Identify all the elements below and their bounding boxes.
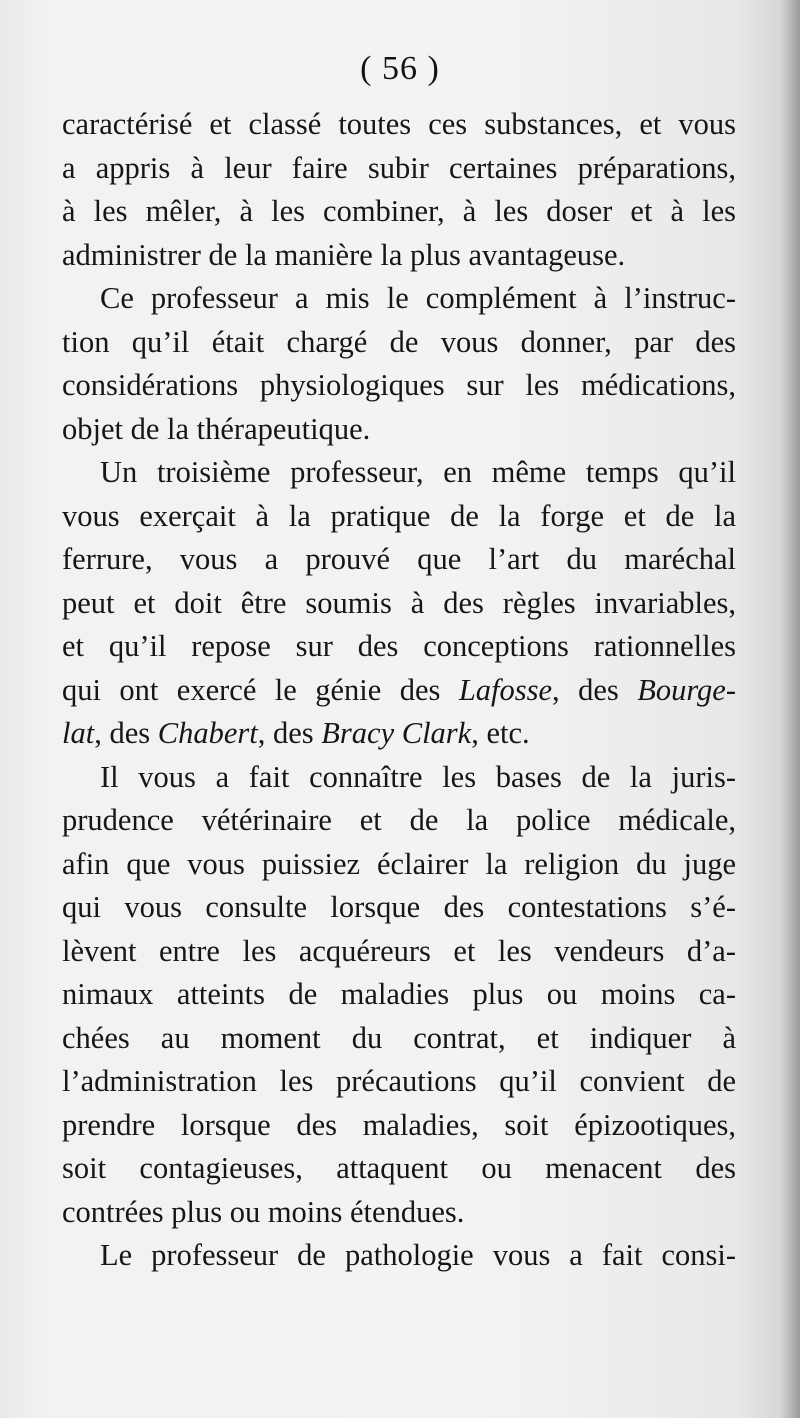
body-text	[62, 103, 736, 1278]
page-number: ( 56 )	[360, 50, 440, 87]
text-line-18: afin que vous puissiez éclairer la religion du juge	[62, 846, 736, 881]
name-chabert: Chabert	[157, 716, 258, 750]
text-line-9: Un troisième professeur, en même temps qu’il	[100, 455, 736, 489]
text-line-11: ferrure, vous a prouvé que l’art du maréchal	[62, 542, 736, 576]
text-line-14	[62, 669, 736, 713]
name-bourgelat-part2: lat	[62, 716, 95, 750]
text-line-2: a appris à leur faire subir certaines préparations,	[62, 150, 736, 185]
text-line-20: lèvent entre les acquéreurs et les vendeurs d’a-	[62, 933, 736, 968]
text-line-21: nimaux atteints de maladies plus ou moins ca-	[62, 977, 736, 1011]
text-line-10: vous exerçait à la pratique de la forge et de la	[62, 498, 736, 533]
text-segment: , des	[257, 716, 322, 750]
text-line-5: Ce professeur a mis le complément à l’instruc-	[100, 281, 736, 315]
name-lafosse: Lafosse	[458, 672, 553, 707]
text-line-12: peut et doit être soumis à des règles invariables,	[62, 585, 736, 620]
name-bourgelat-part1: Bourge-	[637, 672, 736, 707]
text-line-24: prendre lorsque des maladies, soit épizootiques,	[62, 1107, 736, 1142]
text-line-15	[62, 712, 736, 756]
text-line-8: objet de la thérapeutique.	[62, 411, 371, 446]
text-segment: , des	[552, 672, 638, 707]
text-line-16: Il vous a fait connaître les bases de la juris-	[100, 759, 736, 794]
text-line-4: administrer de la manière la plus avantageuse.	[62, 237, 626, 272]
name-bracy-clark: Bracy Clark	[321, 716, 472, 750]
text-line-3: à les mêler, à les combiner, à les doser et à les	[62, 194, 736, 228]
text-line-23: l’administration les précautions qu’il convient de	[62, 1064, 736, 1098]
text-segment: , etc.	[471, 716, 530, 750]
text-line-22: chées au moment du contrat, et indiquer à	[62, 1020, 736, 1055]
text-line-6: tion qu’il était chargé de vous donner, par des	[62, 324, 736, 359]
text-segment: qui ont exercé le génie des	[62, 672, 459, 707]
text-line-26: contrées plus ou moins étendues.	[62, 1194, 465, 1229]
page-edge-shadow	[780, 0, 800, 1418]
text-line-25: soit contagieuses, attaquent ou menacent des	[62, 1151, 736, 1185]
text-line-17: prudence vétérinaire et de la police médicale,	[62, 803, 736, 837]
text-line-1: caractérisé et classé toutes ces substances, et vous	[62, 107, 736, 141]
text-line-13: et qu’il repose sur des conceptions rationnelles	[62, 629, 736, 663]
text-line-7: considérations physiologiques sur les médications,	[62, 368, 736, 402]
text-line-19: qui vous consulte lorsque des contestations s’é-	[62, 890, 736, 924]
text-line-27: Le professeur de pathologie vous a fait consi-	[100, 1238, 736, 1272]
text-segment: , des	[94, 716, 158, 750]
